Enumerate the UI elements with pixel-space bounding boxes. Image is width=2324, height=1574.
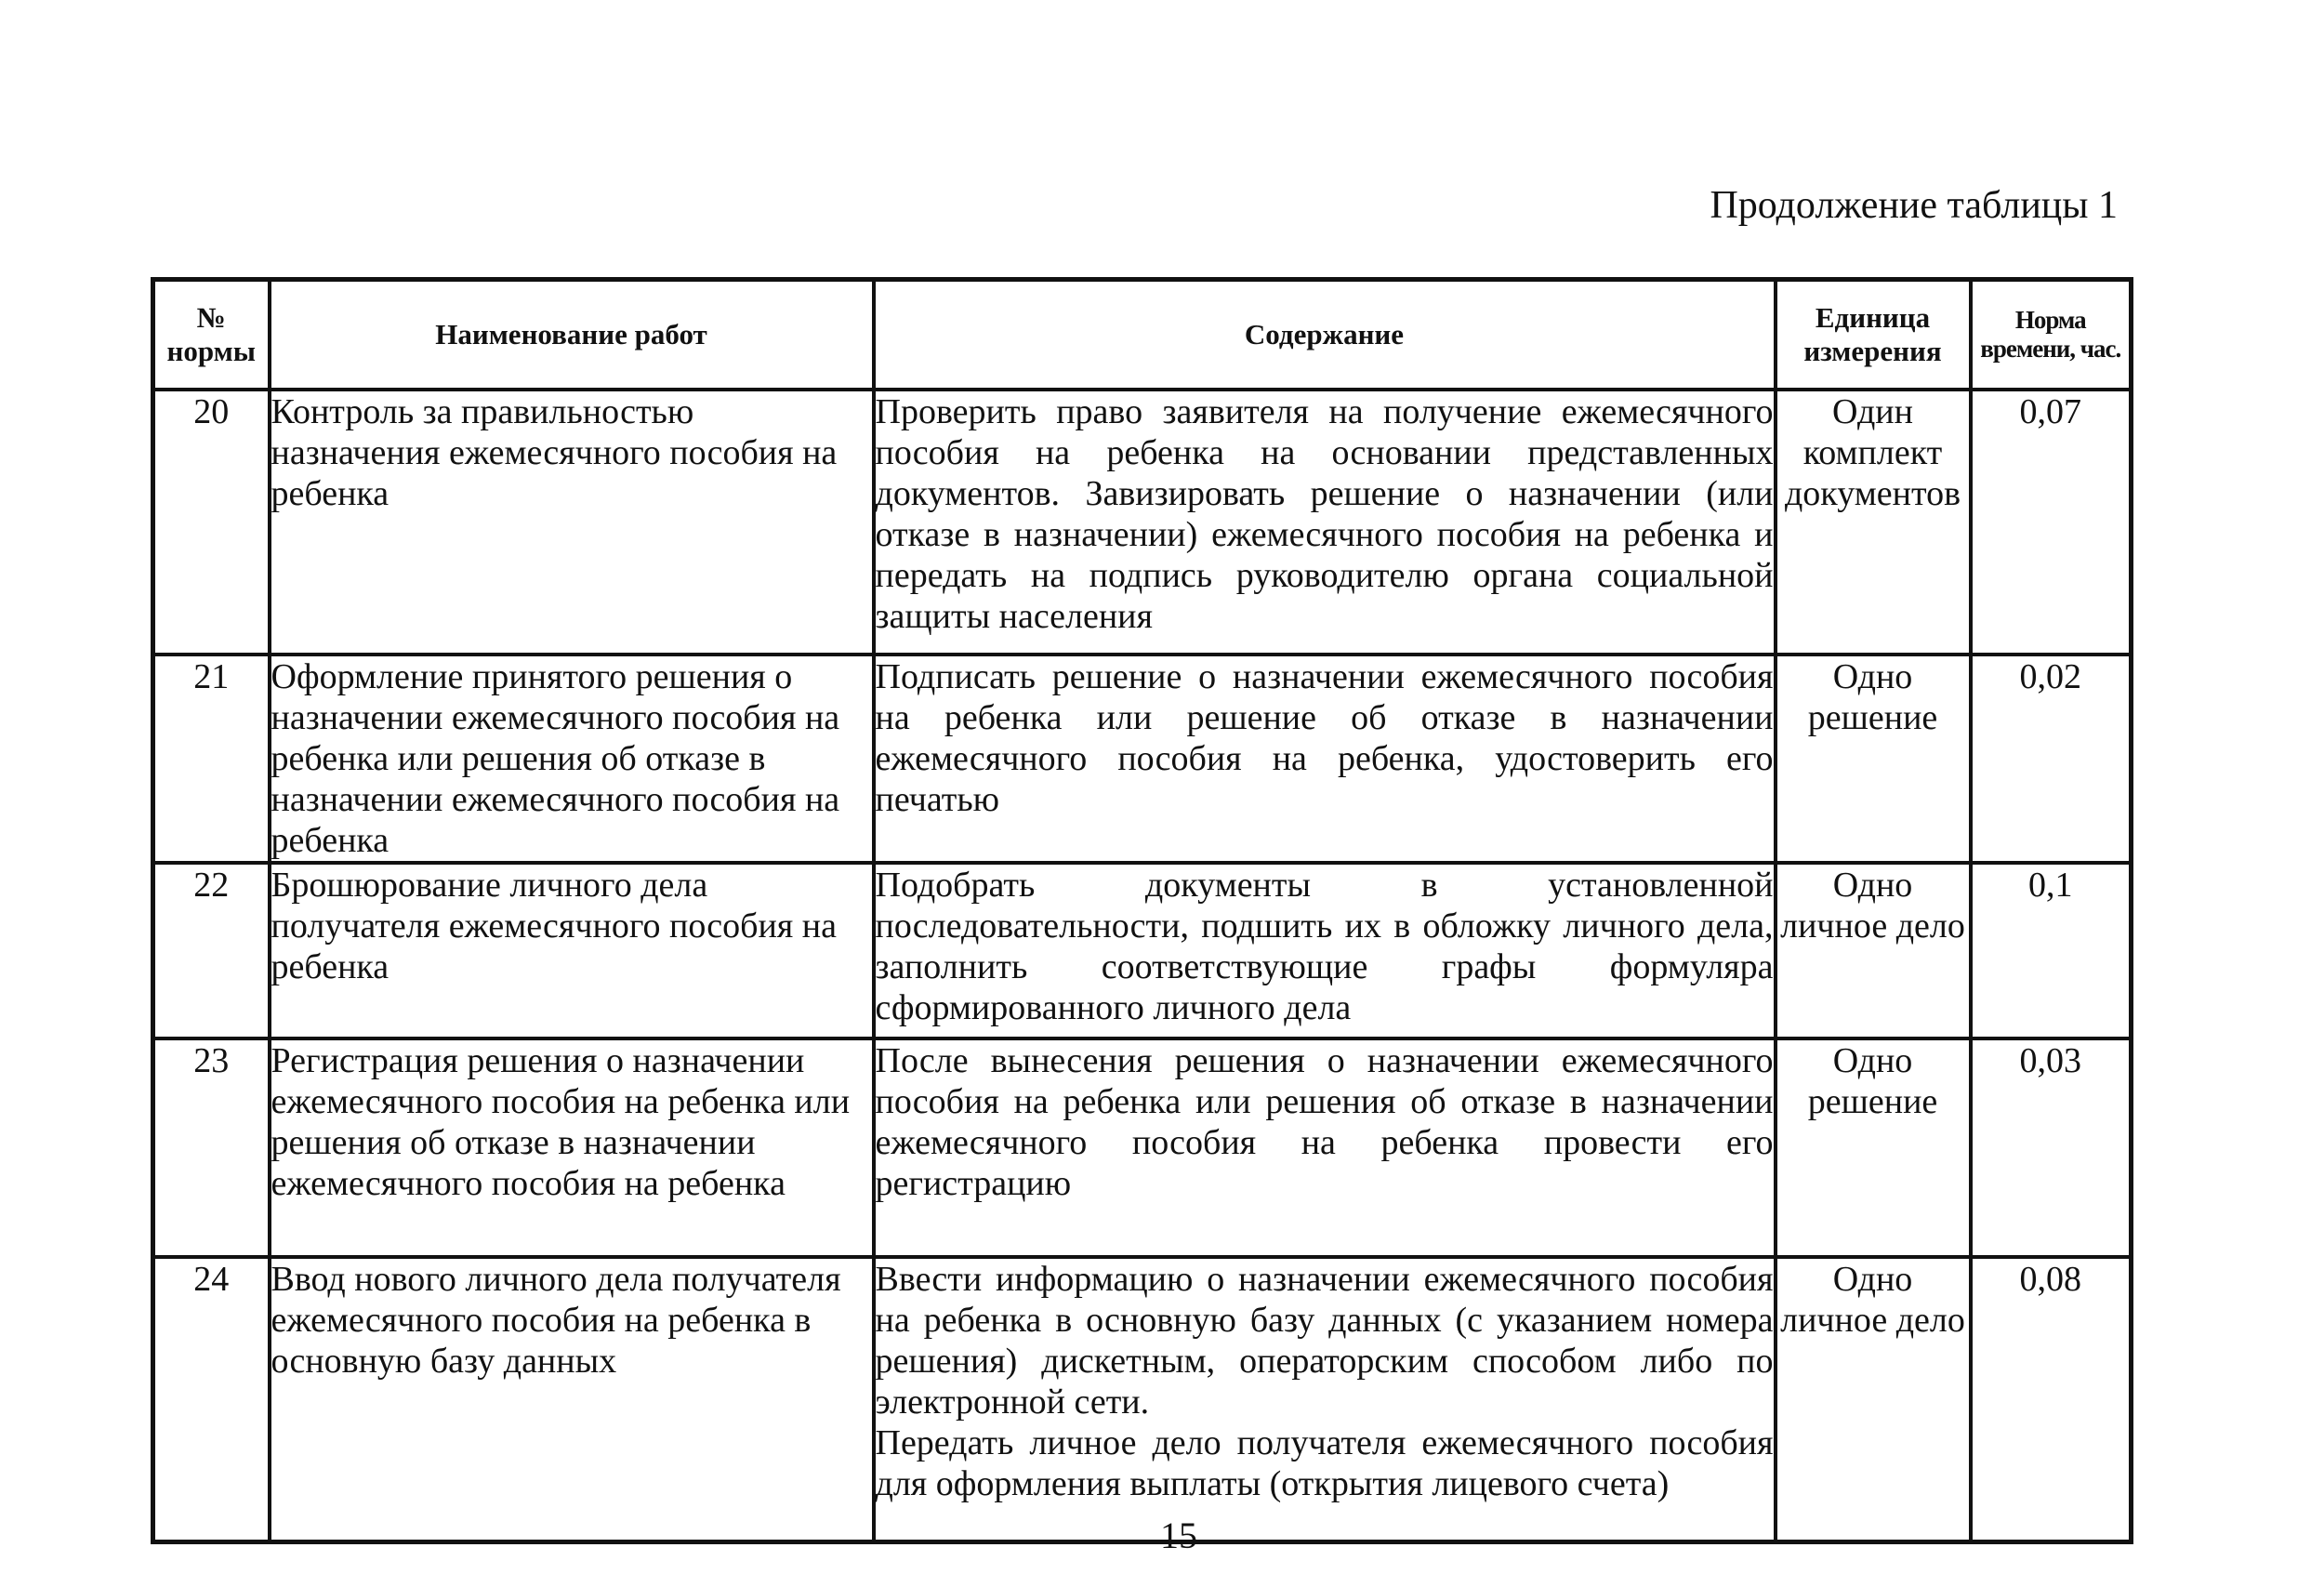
- header-name: Наименование работ: [270, 280, 874, 390]
- row-unit: Одно решение: [1776, 655, 1971, 863]
- row-unit: Одно личное дело: [1776, 1257, 1971, 1541]
- table-row: [153, 1038, 2132, 1257]
- header-row: [153, 280, 2132, 390]
- header-unit: Единица измерения: [1776, 280, 1971, 390]
- row-content: Подобрать документы в установленной последовательности, подшить их в обложку личного дела, заполнить соответствующие графы формуляра сформированного личного дела: [874, 863, 1776, 1038]
- row-number: 22: [153, 863, 270, 1038]
- header-norm: Норма времени, час.: [1971, 280, 2132, 390]
- row-work-name: Контроль за правильностью назначения ежемесячного пособия на ребенка: [270, 390, 874, 655]
- row-unit: Один комплект документов: [1776, 390, 1971, 655]
- row-unit: Одно личное дело: [1776, 863, 1971, 1038]
- row-work-name: Брошюрование личного дела получателя ежемесячного пособия на ребенка: [270, 863, 874, 1038]
- row-number: 20: [153, 390, 270, 655]
- header-content: Содержание: [874, 280, 1776, 390]
- row-content: Подписать решение о назначении ежемесячного пособия на ребенка или решение об отказе в назначении ежемесячного пособия на ребенка, удостоверить его печатью: [874, 655, 1776, 863]
- table-caption: Продолжение таблицы 1: [1710, 184, 2118, 227]
- page-number: 15: [1160, 1514, 1197, 1556]
- row-content: [874, 1257, 1776, 1541]
- table-row: [153, 655, 2132, 863]
- row-number: 21: [153, 655, 270, 863]
- row-content: После вынесения решения о назначении ежемесячного пособия на ребенка или решения об отказе в назначении ежемесячного пособия на ребенка провести его регистрацию: [874, 1038, 1776, 1257]
- content-paragraph: Ввести информацию о назначении ежемесячного пособия на ребенка в основную базу данных (с указанием номера решения) дискетным, операторским способом либо по электронной сети.: [875, 1260, 1774, 1422]
- row-content: Проверить право заявителя на получение ежемесячного пособия на ребенка на основании представленных документов. Завизировать решение о назначении (или отказе в назначении) ежемесячного пособия на ребенка и передать на подпись руководителю органа социальной защиты населения: [874, 390, 1776, 655]
- header-number: № нормы: [153, 280, 270, 390]
- row-number: 23: [153, 1038, 270, 1257]
- row-time-norm: 0,08: [1971, 1257, 2132, 1541]
- table-row: [153, 863, 2132, 1038]
- table-row: [153, 1257, 2132, 1541]
- content-paragraph: Передать личное дело получателя ежемесячного пособия для оформления выплаты (открытия лицевого счета): [875, 1423, 1774, 1503]
- row-time-norm: 0,1: [1971, 863, 2132, 1038]
- row-time-norm: 0,03: [1971, 1038, 2132, 1257]
- row-unit: Одно решение: [1776, 1038, 1971, 1257]
- row-time-norm: 0,02: [1971, 655, 2132, 863]
- row-number: 24: [153, 1257, 270, 1541]
- table-row: [153, 390, 2132, 655]
- row-time-norm: 0,07: [1971, 390, 2132, 655]
- norms-table: [151, 277, 2133, 1544]
- row-work-name: Регистрация решения о назначении ежемесячного пособия на ребенка или решения об отказе в назначении ежемесячного пособия на ребенка: [270, 1038, 874, 1257]
- row-work-name: Оформление принятого решения о назначении ежемесячного пособия на ребенка или решения об отказе в назначении ежемесячного пособия на ребенка: [270, 655, 874, 863]
- row-work-name: Ввод нового личного дела получателя ежемесячного пособия на ребенка в основную базу данных: [270, 1257, 874, 1541]
